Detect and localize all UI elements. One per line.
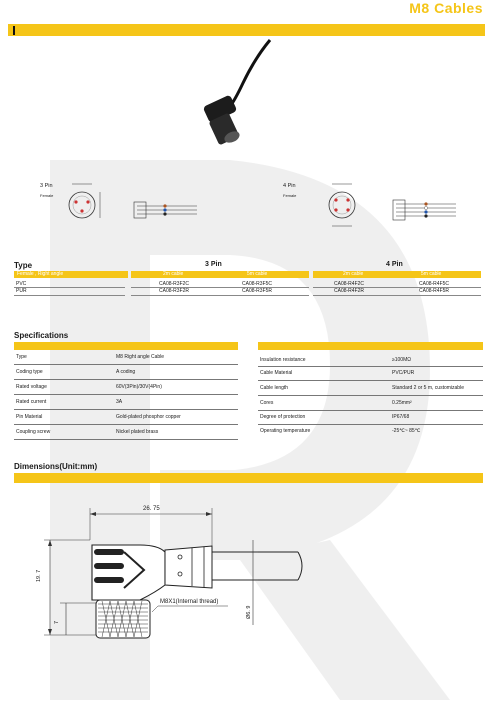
spec-value: A coding — [116, 369, 136, 375]
spec-value: -25℃~ 85℃ — [392, 428, 421, 434]
spec-label: Coupling screw — [16, 429, 51, 435]
row-divider — [313, 295, 481, 296]
type-cell: CA08-R4F5C — [419, 281, 450, 287]
spec-value: Nickel plated brass — [116, 429, 159, 435]
page-title: M8 Cables — [409, 0, 483, 16]
spec-value: Gold-plated phosphor copper — [116, 414, 181, 420]
type-cell: CA08-R4F5R — [419, 288, 450, 294]
pin3-face-diagram — [60, 180, 106, 228]
spec-value: ≥100MΩ — [392, 357, 411, 363]
dim-diameter-label: Ø6. 9 — [246, 605, 252, 619]
specifications-heading: Specifications — [14, 331, 69, 340]
type-group-3pin: 3 Pin — [205, 261, 222, 268]
spec-divider — [14, 439, 238, 440]
pin4-label: 4 Pin — [283, 183, 296, 189]
spec-right-bar — [258, 342, 483, 350]
spec-value: M8 Right angle Cable — [116, 354, 165, 360]
spec-divider — [258, 380, 483, 381]
type-4pin-cable-bar — [313, 271, 481, 278]
type-cell: CA08-R3F2R — [159, 288, 190, 294]
type-cell: CA08-R3F5C — [242, 281, 273, 287]
spec-divider — [14, 394, 238, 395]
spec-value: 60V(3Pin)/30V(4Pin) — [116, 384, 162, 390]
type-group-4pin: 4 Pin — [386, 261, 403, 268]
spec-label: Cable length — [260, 385, 289, 391]
type-cell: CA08-R4F2R — [334, 288, 365, 294]
type-3pin-cable-bar — [131, 271, 309, 278]
type-col-4pin-2m: 2m cable — [343, 271, 364, 277]
spec-label: Coding type — [16, 369, 43, 375]
pin4-face-diagram — [318, 180, 368, 230]
type-cell: CA08-R3F5R — [242, 288, 273, 294]
spec-value: PVC/PUR — [392, 370, 415, 376]
spec-label: Cable Material — [260, 370, 293, 376]
dimension-drawing — [40, 500, 340, 660]
spec-divider — [14, 364, 238, 365]
pin3-label: 3 Pin — [40, 183, 53, 189]
dim-height-label: 19. 7 — [36, 569, 42, 582]
dim-width-label: 26. 75 — [143, 506, 160, 512]
spec-label: Degree of protection — [260, 414, 306, 420]
dim-subheight-label: 7 — [54, 620, 60, 624]
dimensions-bar — [14, 473, 483, 483]
spec-label: Insulation resistance — [260, 357, 306, 363]
row-divider — [14, 295, 125, 296]
spec-divider — [14, 424, 238, 425]
spec-label: Type — [16, 354, 27, 360]
type-row-label: PVC — [16, 281, 27, 287]
row-divider — [131, 295, 309, 296]
pin4-wiring-diagram — [392, 198, 458, 222]
pin3-sublabel: Female — [40, 193, 54, 198]
product-image — [195, 38, 275, 148]
spec-value: IP67/68 — [392, 414, 410, 420]
type-heading: Type — [14, 261, 33, 270]
spec-label: Cores — [260, 400, 274, 406]
spec-left-bar — [14, 342, 238, 350]
spec-divider — [14, 409, 238, 410]
pin3-wiring-diagram — [133, 200, 199, 220]
dimensions-heading: Dimensions(Unit:mm) — [14, 462, 98, 471]
spec-label: Rated current — [16, 399, 47, 405]
table-row — [14, 288, 481, 295]
type-row-header: Female , Right angle — [14, 271, 128, 278]
type-cell: CA08-R3F2C — [159, 281, 190, 287]
spec-label: Operating temperature — [260, 428, 311, 434]
header-bar — [8, 24, 485, 36]
spec-value: 0.25mm² — [392, 400, 412, 406]
type-cell: CA08-R4F2C — [334, 281, 365, 287]
spec-label: Pin Material — [16, 414, 43, 420]
spec-value: Standard 2 or 5 m, customizable — [392, 385, 464, 391]
spec-label: Rated voltage — [16, 384, 47, 390]
spec-divider — [258, 395, 483, 396]
dim-thread-label: M8X1(Internal thread) — [160, 599, 219, 605]
pin4-sublabel: Female — [283, 193, 297, 198]
type-col-4pin-5m: 5m cable — [421, 271, 442, 277]
type-col-3pin-5m: 5m cable — [247, 271, 268, 277]
spec-divider — [14, 379, 238, 380]
type-col-3pin-2m: 2m cable — [163, 271, 184, 277]
header-bar-marker — [13, 26, 15, 35]
spec-value: 3A — [116, 399, 123, 405]
type-row-label: PUR — [16, 288, 27, 294]
